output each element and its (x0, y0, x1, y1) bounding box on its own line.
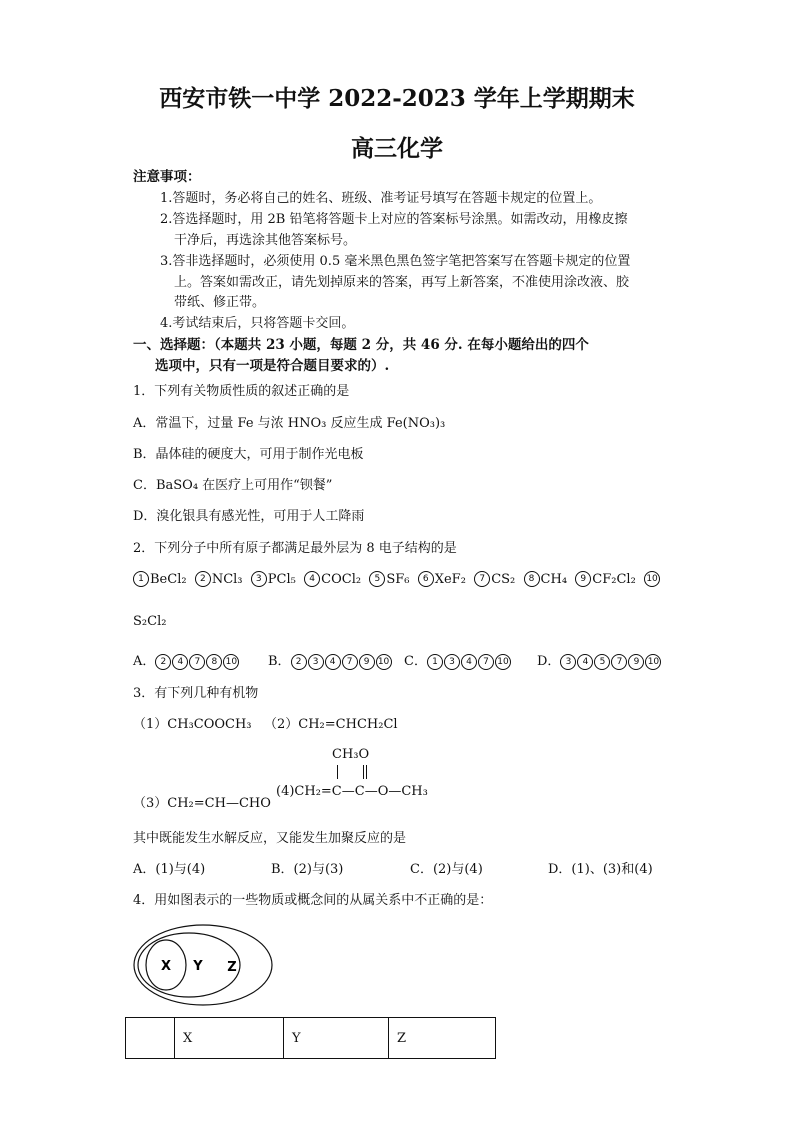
q1-option-d: D．溴化银具有感光性，可用于人工降雨 (133, 509, 365, 524)
q3-stem: 3．有下列几种有机物 (133, 686, 259, 701)
circled-number: 9 (575, 571, 591, 587)
table-header-y: Y (284, 1018, 389, 1059)
note-item: 上。答案如需改正，请先划掉原来的答案，再写上新答案，不准使用涂改液、胶 (174, 275, 630, 290)
q3-option-a: A．(1)与(4) (133, 862, 206, 877)
molecule-item: 2 NCl₃ (195, 572, 243, 587)
molecule-item: 6 XeF₂ (418, 572, 466, 587)
note-item: 4.考试结束后，只将答题卡交回。 (160, 316, 355, 331)
note-item: 3.答非选择题时，必须使用 0.5 毫米黑色黑色签字笔把答案写在答题卡规定的位置 (160, 254, 631, 269)
molecule-item: 1 BeCl₂ (133, 572, 187, 587)
section-heading-cont: 选项中，只有一项是符合题目要求的）. (155, 358, 390, 374)
molecule-item: 5 SF₆ (369, 572, 409, 587)
q2-option-a: A． 2 4 7 8 10 (133, 650, 240, 670)
q3-compound-2: （2）CH₂=CHCH₂Cl (264, 717, 398, 732)
q3-compound-3: （3）CH₂=CH—CHO (133, 796, 271, 811)
q3-option-b: B．(2)与(3) (271, 862, 344, 877)
circled-number: 3 (251, 571, 267, 587)
table-header-blank (126, 1018, 175, 1059)
ellipse-y (138, 933, 240, 997)
q1-option-b: B．晶体硅的硬度大，可用于制作光电板 (133, 447, 364, 462)
q4-stem: 4．用如图表示的一些物质或概念间的从属关系中不正确的是： (133, 893, 493, 908)
q2-option-b: B． 2 3 4 7 9 10 (268, 650, 393, 670)
diagram-label-x: X (160, 959, 172, 974)
table-row (126, 1018, 496, 1059)
diagram-label-y: Y (193, 959, 203, 974)
circled-number: 1 (133, 571, 149, 587)
q3-option-d: D．(1)、(3)和(4) (548, 862, 653, 877)
note-item: 1.答题时，务必将自己的姓名、班级、准考证号填写在答题卡规定的位置上。 (160, 191, 602, 206)
q3-option-c: C．(2)与(4) (410, 862, 483, 877)
q3-compound-4-top: CH₃O (332, 747, 370, 762)
q2-option-c: C． 1 3 4 7 10 (404, 650, 512, 670)
q1-option-c: C．BaSO₄ 在医疗上可用作“钡餐” (133, 478, 333, 493)
ellipse-z (134, 925, 272, 1005)
diagram-label-z: Z (227, 960, 237, 975)
circled-number: 4 (304, 571, 320, 587)
exam-subject: 高三化学 (351, 135, 443, 162)
q3-compound-4-double-bond (363, 765, 367, 779)
q3-question: 其中既能发生水解反应，又能发生加聚反应的是 (133, 831, 407, 846)
table-header-z: Z (389, 1018, 496, 1059)
molecule-item (644, 572, 661, 587)
exam-title: 西安市铁一中学 2022-2023 学年上学期期末 (159, 85, 635, 112)
q2-stem: 2．下列分子中所有原子都满足最外层为 8 电子结构的是 (133, 541, 457, 556)
circled-number: 6 (418, 571, 434, 587)
q2-molecule-list (133, 571, 661, 587)
table-header-x: X (175, 1018, 284, 1059)
circled-number: 5 (369, 571, 385, 587)
q3-compound-4: (4)CH₂=C—C—O—CH₃ (276, 784, 428, 799)
circled-number: 7 (474, 571, 490, 587)
q2-molecule-last: S₂Cl₂ (133, 614, 167, 629)
section-heading: 一、选择题：（本题共 23 小题，每题 2 分，共 46 分. 在每小题给出的四个 (133, 337, 589, 353)
molecule-item: 3 PCl₅ (251, 572, 296, 587)
circled-number: 10 (644, 571, 660, 587)
notes-heading: 注意事项： (133, 169, 201, 185)
q4-table (125, 1017, 496, 1059)
q4-nested-ellipses-diagram (130, 920, 280, 1010)
q1-option-a: A．常温下，过量 Fe 与浓 HNO₃ 反应生成 Fe(NO₃)₃ (133, 416, 446, 431)
molecule-item: 9 CF₂Cl₂ (575, 572, 636, 587)
note-item: 2.答选择题时，用 2B 铅笔将答题卡上对应的答案标号涂黑。如需改动，用橡皮擦 (160, 212, 628, 227)
note-item: 干净后，再选涂其他答案标号。 (174, 233, 357, 248)
q2-option-d: D． 3 4 5 7 9 10 (537, 650, 662, 670)
molecule-item: 8 CH₄ (524, 572, 568, 587)
note-item: 带纸、修正带。 (174, 295, 266, 310)
circled-number: 2 (195, 571, 211, 587)
q1-stem: 1．下列有关物质性质的叙述正确的是 (133, 384, 350, 399)
q3-compound-4-single-bond (337, 765, 338, 779)
q3-compound-1: （1）CH₃COOCH₃ (133, 717, 252, 732)
circled-number: 8 (524, 571, 540, 587)
molecule-item: 7 CS₂ (474, 572, 515, 587)
molecule-item: 4 COCl₂ (304, 572, 361, 587)
